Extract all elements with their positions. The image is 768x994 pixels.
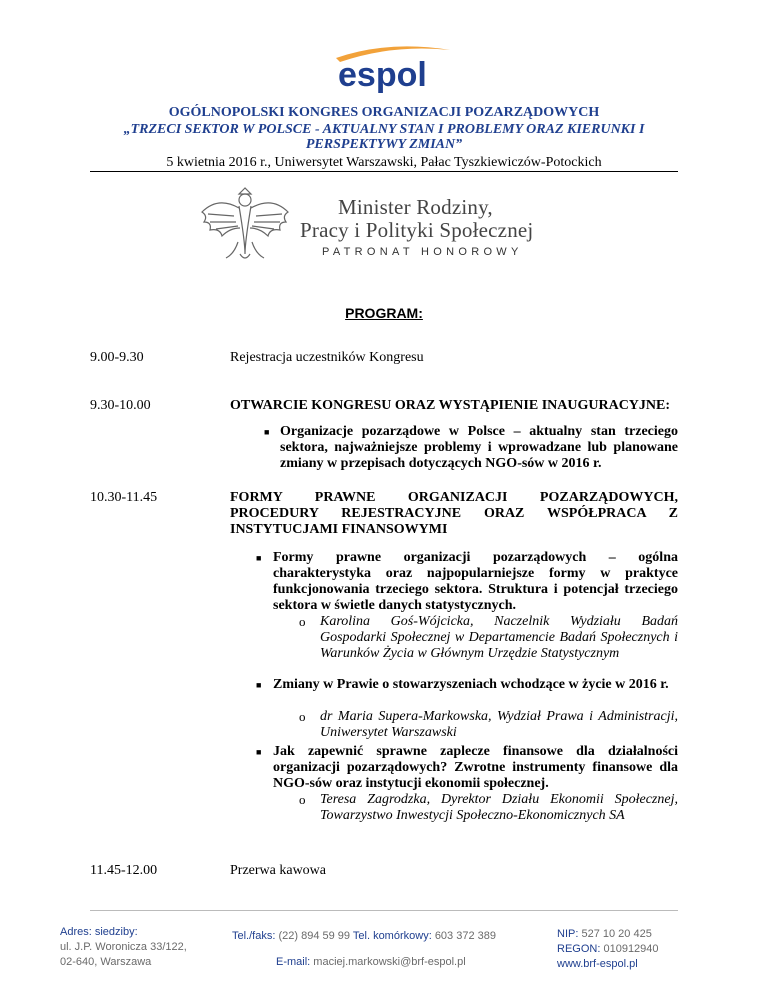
- congress-subtitle: „TRZECI SEKTOR W POLSCE - AKTUALNY STAN I PROBLEMY ORAZ KIERUNKI I PERSPEKTYWY ZMIAN”: [123, 122, 645, 152]
- footer-divider: [90, 910, 678, 911]
- agenda-subitem: Formy prawne organizacji pozarządowych – ogólna charakterystyka oraz najpopularniejsze formy w praktyce funkcjonowania trzeciego sektora. Struktura i potencjał trzeciego sektora w świetle danych statystycznych.: [273, 550, 678, 613]
- speaker: dr Maria Supera-Markowska, Wydział Prawa i Administracji, Uniwersytet Warszawski: [320, 709, 678, 740]
- polish-eagle-emblem: [198, 182, 292, 264]
- bullet-icon: ■: [264, 427, 270, 437]
- time-slot: 9.00-9.30: [90, 350, 144, 365]
- program-heading: PROGRAM:: [345, 305, 423, 321]
- minister-line-2: Pracy i Polityki Społecznej: [300, 218, 534, 242]
- agenda-item: OTWARCIE KONGRESU ORAZ WYSTĄPIENIE INAUGURACYJNE:: [230, 398, 671, 413]
- nip-label: NIP:: [557, 928, 579, 940]
- footer-registry: [557, 927, 659, 972]
- agenda-item: FORMY PRAWNE ORGANIZACJI POZARZĄDOWYCH, PROCEDURY REJESTRACYJNE ORAZ WSPÓŁPRACA Z INSTYTUCJAMI FINANSOWYMI: [230, 490, 678, 537]
- logo-text: espol: [338, 56, 427, 94]
- time-slot: 10.30-11.45: [90, 490, 158, 505]
- footer-address: [60, 925, 187, 970]
- tel-label: Tel./faks:: [232, 930, 276, 942]
- speaker: Karolina Goś-Wójcicka, Naczelnik Wydziału Badań Gospodarki Społecznej w Departamencie Badań Społecznych i Warunków Życia w Głównym Urzędzie Statystycznym: [320, 614, 678, 661]
- agenda-subitem: Zmiany w Prawie o stowarzyszeniach wchodzące w życie w 2016 r.: [273, 677, 669, 692]
- regon-value: 010912940: [603, 943, 659, 955]
- regon-label: REGON:: [557, 943, 601, 955]
- bullet-icon: ■: [256, 553, 262, 563]
- date-place: 5 kwietnia 2016 r., Uniwersytet Warszawski, Pałac Tyszkiewiczów-Potockich: [166, 155, 602, 170]
- espol-logo: [318, 40, 468, 100]
- footer-email: [276, 955, 466, 970]
- website-link[interactable]: www.brf-espol.pl: [557, 958, 638, 970]
- address-line-1: ul. J.P. Woronicza 33/122,: [60, 941, 187, 953]
- honorary-patronage-label: PATRONAT HONOROWY: [322, 246, 523, 258]
- speaker: Teresa Zagrodzka, Dyrektor Działu Ekonomii Społecznej, Towarzystwo Inwestycji Społeczno-Ekonomicznych SA: [320, 792, 678, 823]
- address-label: Adres: siedziby:: [60, 926, 138, 938]
- time-slot: 11.45-12.00: [90, 863, 158, 878]
- bullet-icon: ■: [256, 747, 262, 757]
- nip-value: 527 10 20 425: [581, 928, 652, 940]
- agenda-item: Rejestracja uczestników Kongresu: [230, 350, 424, 365]
- agenda-subitem: Organizacje pozarządowe w Polsce – aktualny stan trzeciego sektora, najważniejsze problemy i wprowadzane lub planowane zmiany w przepisach dotyczących NGO-sów w 2016 r.: [280, 424, 678, 471]
- agenda-subitem: Jak zapewnić sprawne zaplecze finansowe dla działalności organizacji pozarządowych? Zwrotne instrumenty finansowe dla NGO-sów oraz instytucji ekonomii społecznej.: [273, 744, 678, 791]
- email-value[interactable]: maciej.markowski@brf-espol.pl: [313, 956, 466, 968]
- sub-bullet-icon: o: [299, 792, 306, 807]
- mobile-label: Tel. komórkowy:: [352, 930, 432, 942]
- address-line-2: 02-640, Warszawa: [60, 956, 152, 968]
- sub-bullet-icon: o: [299, 614, 306, 629]
- header-divider: [90, 171, 678, 172]
- minister-line-1: Minister Rodziny,: [338, 195, 493, 219]
- mobile-value: 603 372 389: [434, 930, 496, 942]
- footer-phones: [232, 929, 496, 944]
- congress-title: OGÓLNOPOLSKI KONGRES ORGANIZACJI POZARZĄDOWYCH: [168, 105, 600, 120]
- bullet-icon: ■: [256, 680, 262, 690]
- tel-value: (22) 894 59 99: [278, 930, 351, 942]
- time-slot: 9.30-10.00: [90, 398, 151, 413]
- email-label: E-mail:: [276, 956, 311, 968]
- sub-bullet-icon: o: [299, 709, 306, 724]
- agenda-item: Przerwa kawowa: [230, 863, 327, 878]
